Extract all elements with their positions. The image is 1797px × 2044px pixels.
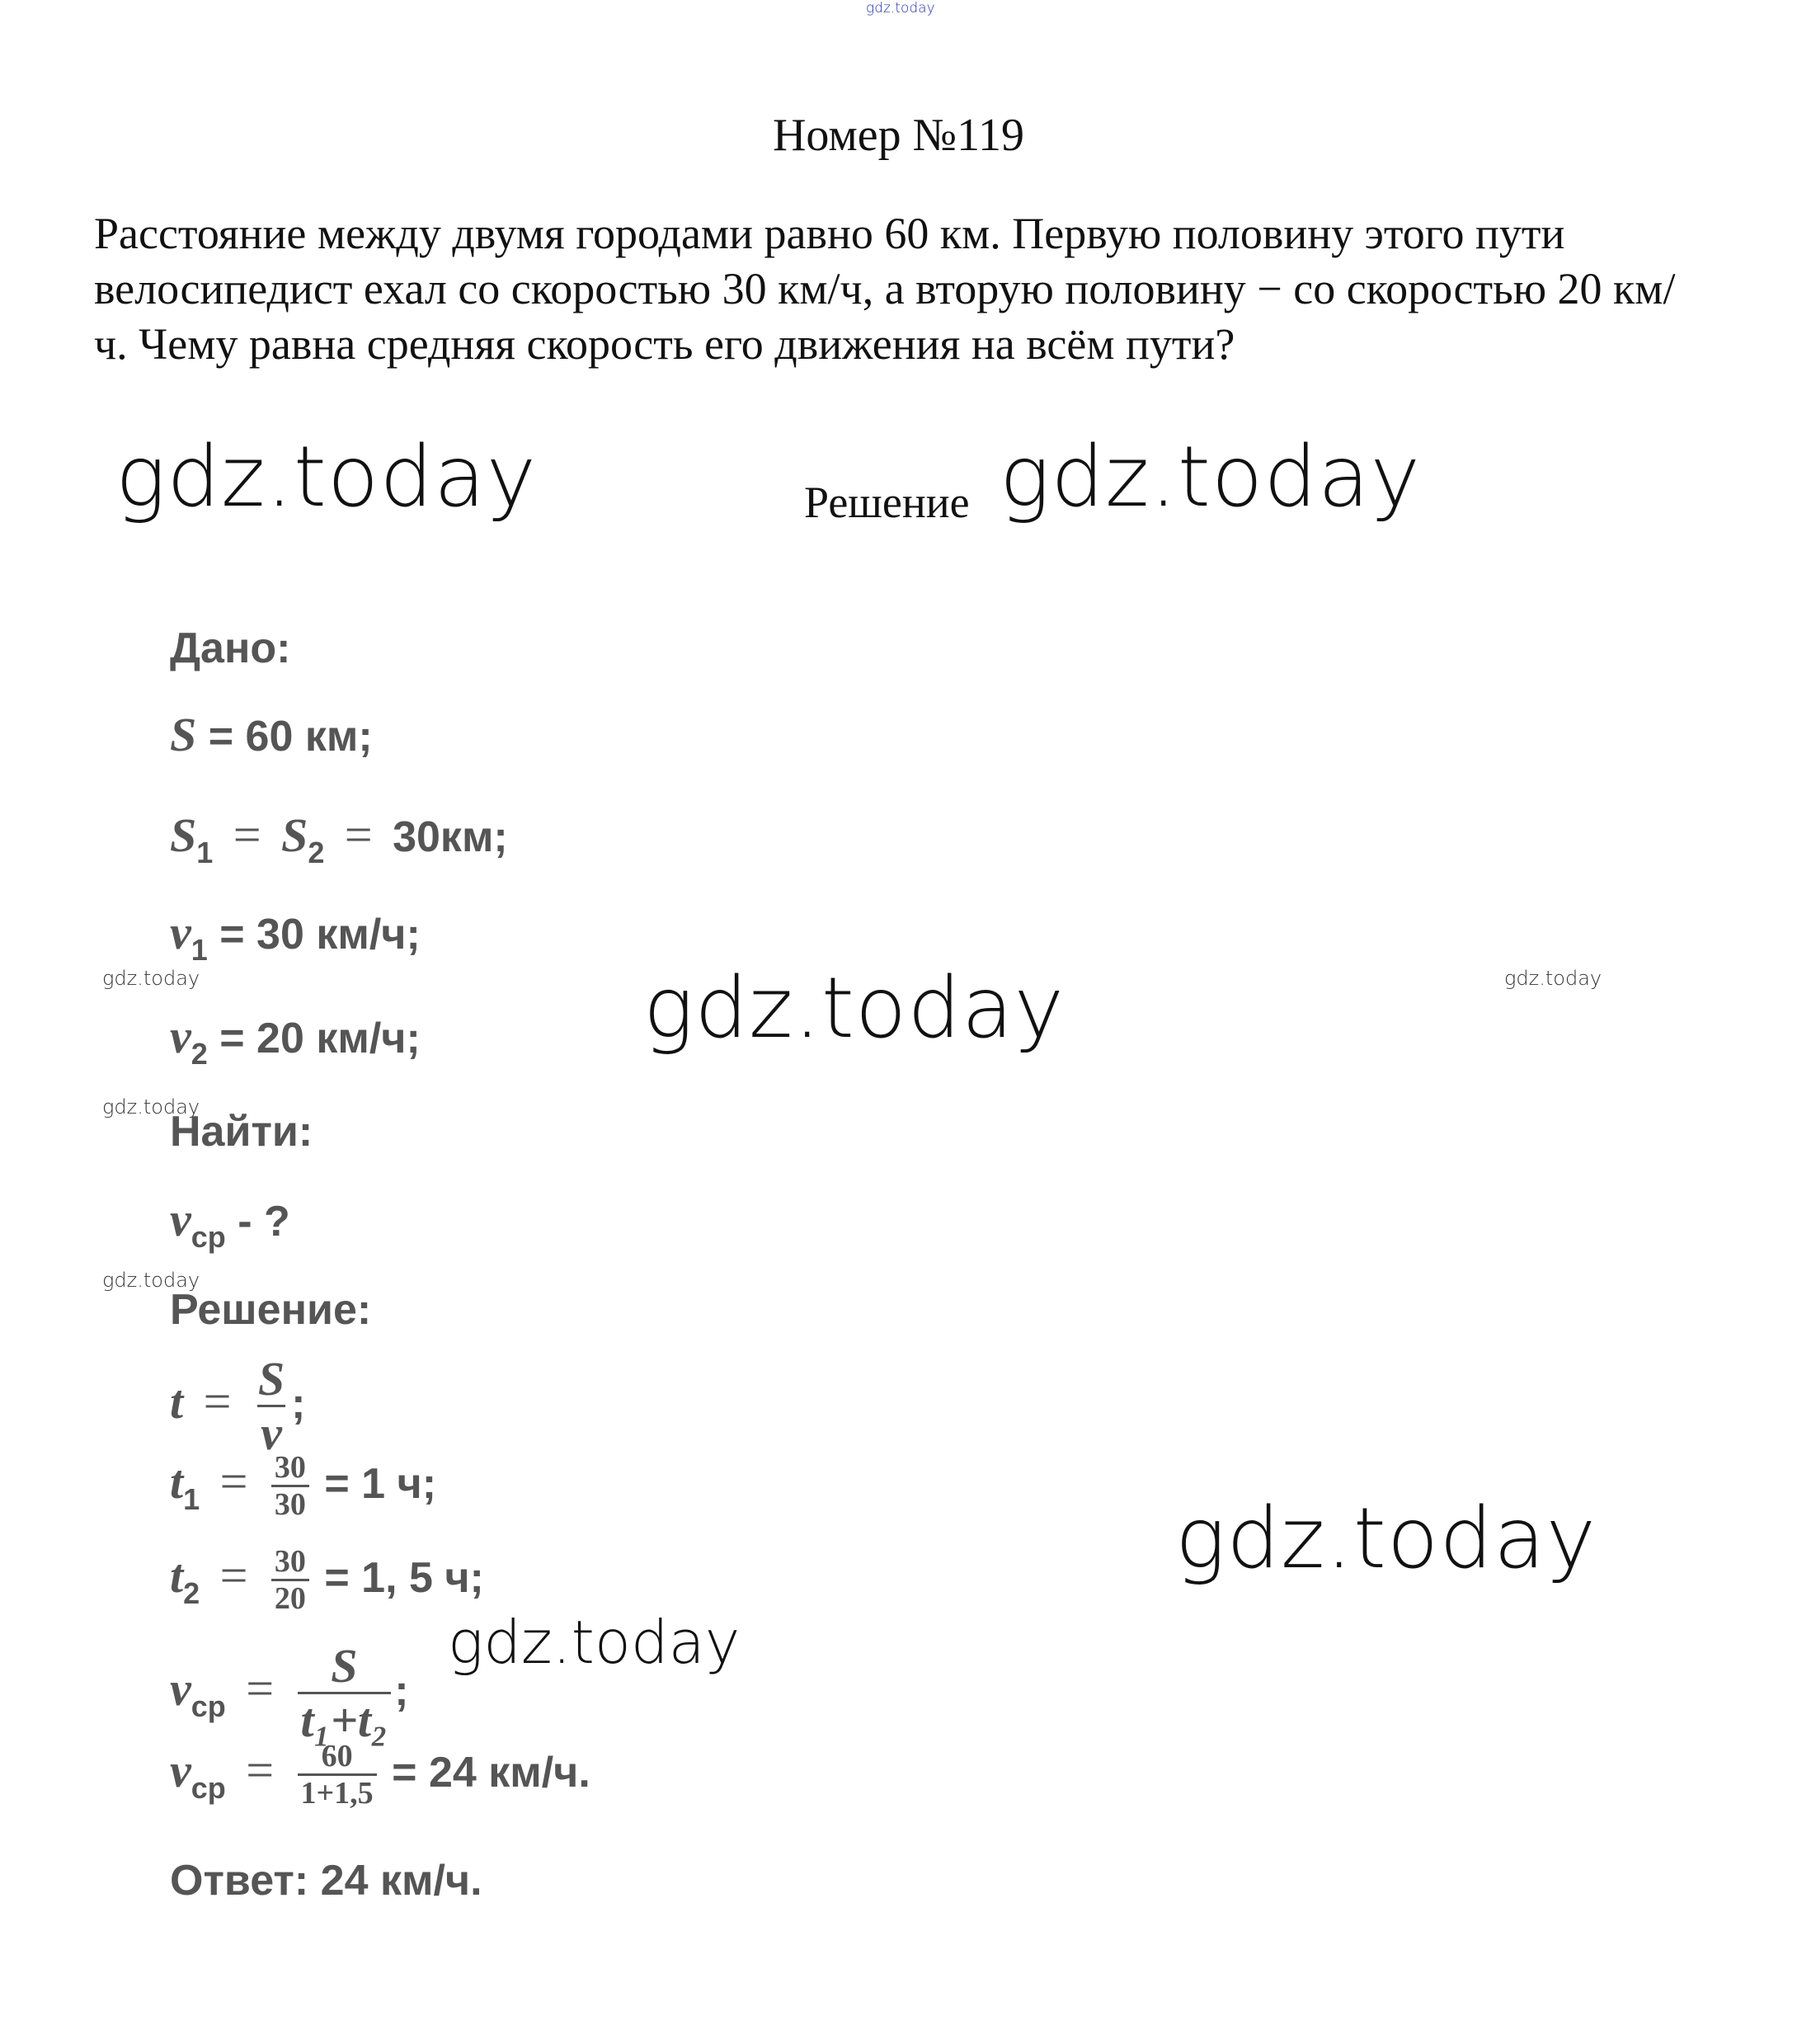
numerator: S — [257, 1352, 285, 1406]
watermark-large-3: gdz.today — [643, 959, 1065, 1057]
var-s: S — [170, 708, 197, 761]
var-s1: S — [170, 808, 197, 862]
given-heading: Дано: — [170, 624, 291, 672]
solution-label: Решение — [804, 478, 970, 527]
var-s2: S — [281, 808, 308, 862]
fraction — [298, 1740, 377, 1811]
watermark-large-2: gdz.today — [1000, 428, 1421, 526]
sub: 1 — [183, 1482, 200, 1517]
answer-line: Ответ: 24 км/ч. — [170, 1857, 482, 1905]
find-heading: Найти: — [170, 1108, 313, 1156]
tail: ; — [394, 1667, 409, 1716]
fraction — [271, 1546, 309, 1616]
formula-v-avg — [170, 1641, 409, 1746]
given-line-v2 — [170, 1010, 421, 1071]
fraction — [298, 1641, 392, 1746]
tail: ; — [291, 1380, 306, 1429]
numerator: S — [331, 1639, 358, 1693]
numerator: 60 — [321, 1739, 353, 1773]
formula-v-avg-value — [170, 1740, 590, 1811]
sub-1: 1 — [196, 836, 214, 869]
sub: 1 — [191, 933, 208, 967]
sub: ср — [191, 1689, 226, 1724]
var-v1: v — [170, 906, 191, 959]
value: - ? — [238, 1198, 290, 1246]
sub: ср — [191, 1220, 226, 1254]
watermark-small-4: gdz.today — [102, 1269, 200, 1292]
watermark-small-1: gdz.today — [102, 967, 200, 990]
value: 30км; — [393, 813, 508, 861]
tail: = 24 км/ч. — [392, 1749, 590, 1797]
numerator: 30 — [274, 1450, 306, 1485]
denominator: v — [257, 1405, 285, 1459]
watermark-medium: gdz.today — [448, 1608, 741, 1677]
watermark-top: gdz.today — [866, 0, 935, 16]
watermark-small-3: gdz.today — [102, 1095, 200, 1119]
value: = 20 км/ч; — [219, 1015, 421, 1062]
var-v-avg: v — [170, 1193, 191, 1246]
value: = 30 км/ч; — [219, 911, 421, 958]
sub-2: 2 — [308, 836, 325, 869]
watermark-large-1: gdz.today — [115, 428, 537, 526]
tail: = 1, 5 ч; — [324, 1554, 484, 1603]
var-v-avg: v — [170, 1662, 191, 1717]
var-v2: v — [170, 1010, 191, 1063]
var-t: t — [170, 1375, 184, 1429]
watermark-small-2: gdz.today — [1504, 967, 1602, 990]
given-line-halves — [170, 810, 508, 868]
sub: 2 — [183, 1576, 200, 1611]
var-v-avg: v — [170, 1744, 191, 1798]
problem-text: Расстояние между двумя городами равно 60 км. Первую половину этого пути велосипедист ехал со скоростью 30 км/ч, а вторую половину − со скоростью 20 км/ч. Чему равна средняя скорость его движения на всём пути? — [94, 209, 1676, 369]
fraction — [271, 1452, 309, 1522]
denominator: t₁+t₂ — [298, 1692, 392, 1746]
var-t1: t — [170, 1455, 184, 1509]
watermark-large-4: gdz.today — [1175, 1490, 1597, 1588]
solution-heading: Решение: — [170, 1286, 372, 1334]
equals-sign: = — [246, 1743, 275, 1798]
equals-sign: = — [344, 808, 373, 862]
denominator: 20 — [271, 1579, 309, 1616]
formula-t2 — [170, 1546, 484, 1616]
denominator: 30 — [271, 1485, 309, 1522]
formula-t — [170, 1354, 305, 1459]
formula-t1 — [170, 1452, 436, 1522]
equals-sign: = — [203, 1374, 232, 1429]
given-line-distance — [170, 708, 373, 761]
denominator: 1+1,5 — [298, 1773, 377, 1811]
tail: = 1 ч; — [324, 1460, 437, 1509]
find-line — [170, 1193, 290, 1254]
numerator: 30 — [274, 1544, 306, 1579]
sub: ср — [191, 1771, 226, 1806]
equals-sign: = — [246, 1661, 275, 1717]
equals-sign: = — [219, 1548, 248, 1604]
value: = 60 км; — [208, 713, 373, 761]
sub: 2 — [191, 1037, 208, 1071]
page-title: Номер №119 — [772, 110, 1025, 161]
fraction — [255, 1354, 288, 1459]
equals-sign: = — [219, 1454, 248, 1509]
equals-sign: = — [233, 808, 261, 862]
var-t2: t — [170, 1549, 184, 1604]
given-line-v1 — [170, 906, 421, 967]
